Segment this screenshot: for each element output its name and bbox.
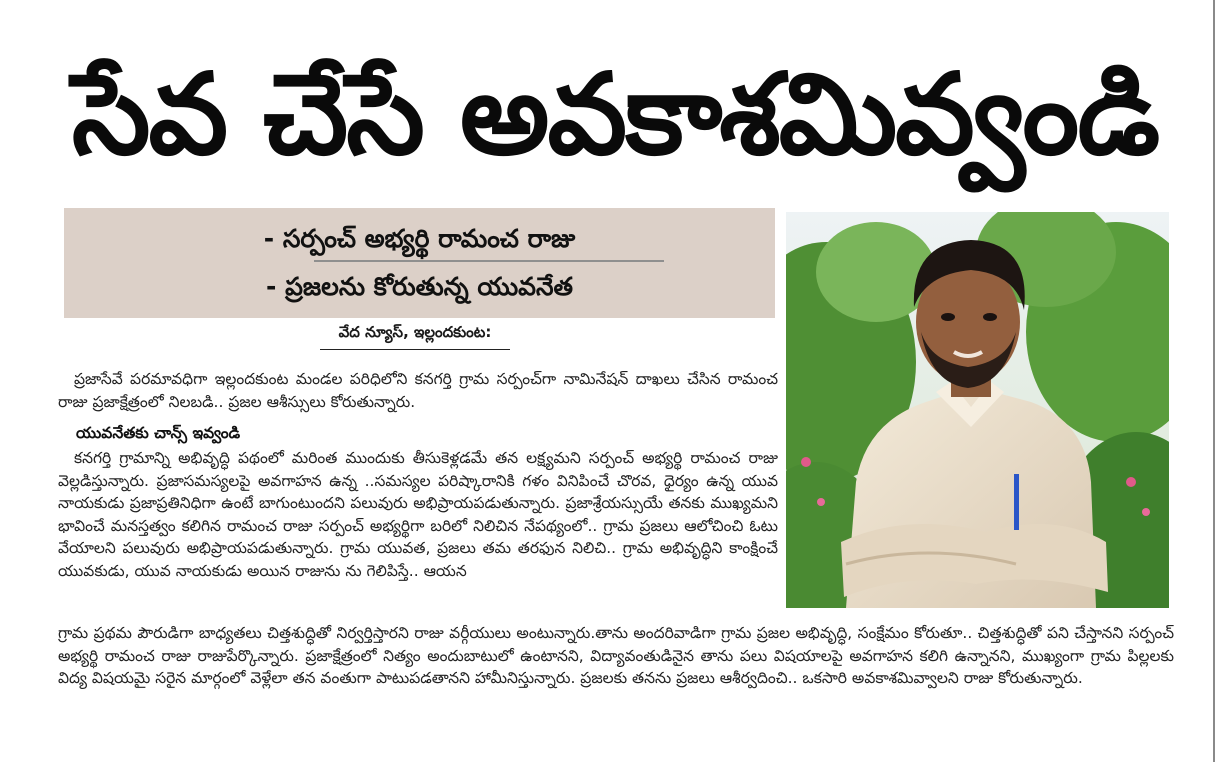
subheadline-box <box>64 208 775 318</box>
article-subheading: యువనేతకు చాన్స్ ఇవ్వండి <box>76 424 241 442</box>
article-paragraph-2: కనగర్తి గ్రామాన్ని అభివృద్ధి పథంలో మరింత ముందుకు తీసుకెళ్లడమే తన లక్ష్యమని సర్పంచ్ అభ్యర్థి రామంచ రాజు వెల్లడిస్తున్నారు. ప్రజాసమస్యలపై అవగాహన ఉన్న ..సమస్యల పరిష్కారానికి గళం వినిపించే చొరవ, ధైర్యం ఉన్న యువ నాయకుడు ప్రజాప్రతినిధిగా ఉంటే బాగుంటుందని పలువురు అభిప్రాయపడుతున్నారు. ప్రజాశ్రేయస్సుయే తనకు ముఖ్యమని భావించే మనస్తత్వం కలిగిన రామంచ రాజు సర్పంచ్ అభ్యర్థిగా బరిలో నిలిచిన నేపథ్యంలో.. గ్రామ ప్రజలు ఆలోచించి ఓటు వేయాలని పలువురు అభిప్రాయపడుతున్నారు. గ్రామ యువత, ప్రజలు తమ తరఫున నిలిచి.. గ్రామ అభివృద్ధిని కాంక్షించే యువకుడు, యువ నాయకుడు అయిన రాజును ను గెలిపిస్తే.. ఆయన <box>58 449 778 580</box>
candidate-photo <box>786 212 1169 608</box>
subheadline-divider <box>314 260 664 262</box>
article-paragraph-1: ప్రజాసేవే పరమావధిగా ఇల్లందకుంట మండల పరిధిలోని కనగర్తి గ్రామ సర్పంచ్‌గా నామినేషన్ దాఖలు చేసిన రామంచ రాజు ప్రజాక్షేత్రంలో నిలబడి.. ప్రజల ఆశీస్సులు కోరుతున్నారు. <box>58 370 778 411</box>
byline: వేద న్యూస్, ఇల్లందకుంట: <box>320 323 510 350</box>
article-paragraph-3: గ్రామ ప్రథమ పౌరుడిగా బాధ్యతలు చిత్తశుద్ధితో నిర్వర్తిస్తారని రాజు వర్గీయులు అంటున్నారు.తాను అందరివాడిగా గ్రామ ప్రజల అభివృద్ధి, సంక్షేమం కోరుతూ.. చిత్తశుద్ధితో పని చేస్తానని సర్పంచ్ అభ్యర్థి రామంచ రాజు రాజుపేర్కొన్నారు. ప్రజాక్షేత్రంలో నిత్యం అందుబాటులో ఉంటానని, విద్యావంతుడినైన తాను పలు విషయాలపై అవగాహన కలిగి ఉన్నానని, ముఖ్యంగా గ్రామ పిల్లలకు విద్య విషయమై సరైన మార్గంలో వెళ్లేలా తన వంతుగా పాటుపడతానని హామీనిస్తున్నారు. ప్రజలకు తనను ప్రజలు ఆశీర్వదించి.. ఒకసారి అవకాశమివ్వాలని రాజు కోరుతున్నారు. <box>58 624 1174 687</box>
headline: సేవ చేసే అవకాశమివ్వండి <box>71 50 1159 180</box>
subheadline-2: - ప్రజలను కోరుతున్న యువనేత <box>266 272 573 301</box>
subheadline-1: - సర్పంచ్ అభ్యర్థి రామంచ రాజు <box>263 224 576 253</box>
column-edge-line <box>1213 0 1215 762</box>
